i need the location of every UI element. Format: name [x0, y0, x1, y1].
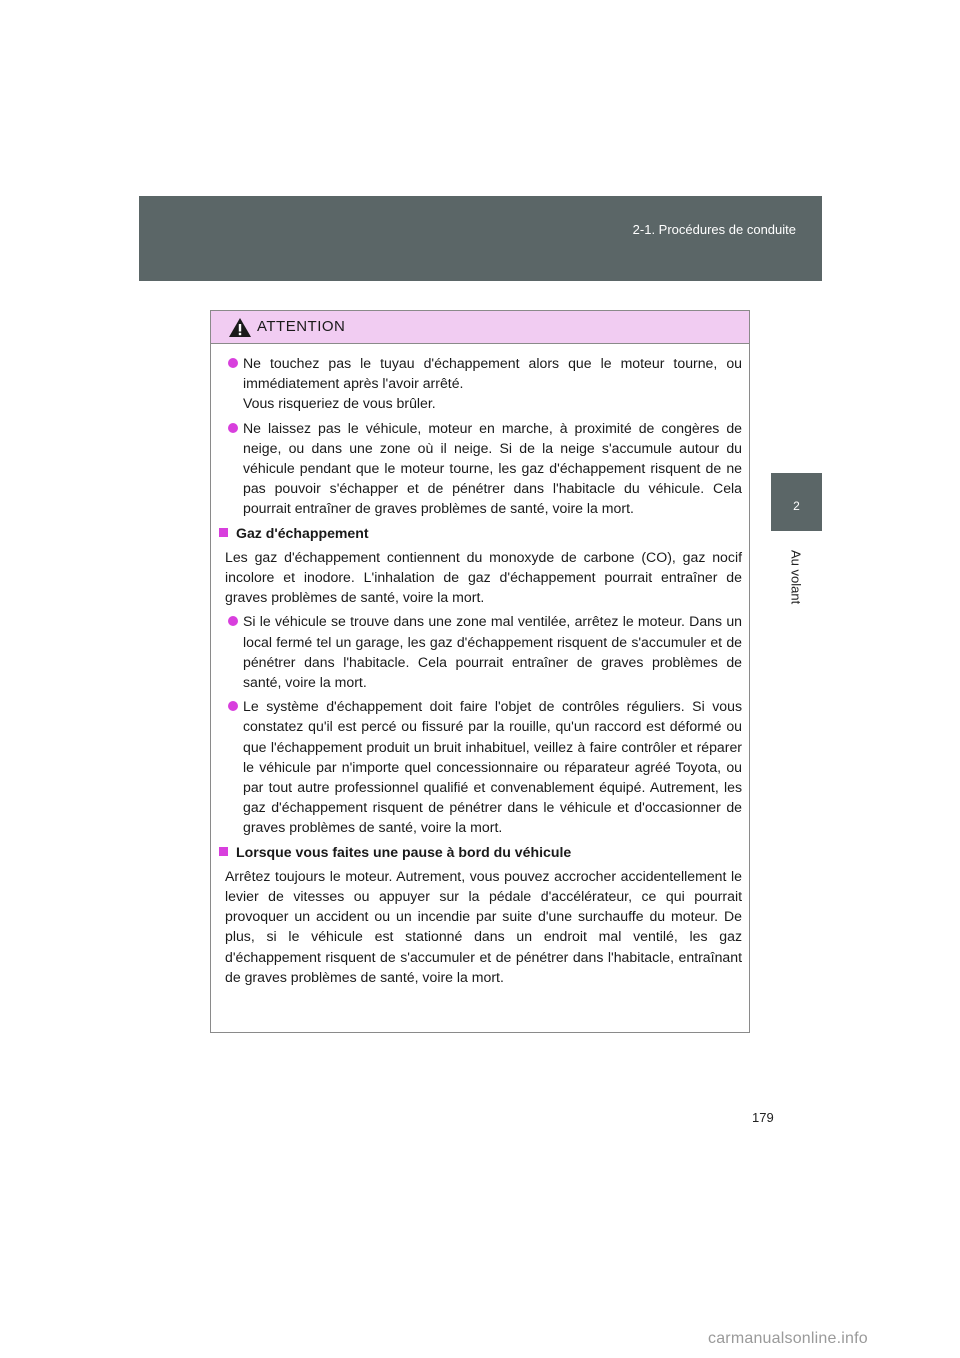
warning-triangle-icon: [228, 317, 252, 338]
caution-bullet: [218, 353, 742, 414]
section-heading-text: Gaz d'échappement: [236, 524, 369, 541]
section-paragraph: Arrêtez toujours le moteur. Autrement, vous pouvez accrocher accidentellement le levier de vitesses ou appuyer sur la pédale d'accélérateur, ce qui pourrait provoquer un accident ou un incendie par suite d'une surchauffe du moteur. De plus, si le véhicule est stationné dans un endroit mal ventilé, les gaz d'échappement risquent de s'accumuler et de pénétrer dans l'habitacle, entraînant de graves problèmes de santé, voire la mort.: [225, 867, 742, 985]
square-bullet-icon: [219, 847, 228, 856]
bullet-text: Si le véhicule se trouve dans une zone mal ventilée, arrêtez le moteur. Dans un local fermé tel un garage, les gaz d'échappement risquent de s'accumuler et de pénétrer dans l'habitacle. Cela pourrait entraîner de graves problèmes de santé, voire la mort.: [243, 613, 742, 691]
section-heading: [218, 842, 742, 862]
bullet-icon: [228, 701, 238, 711]
watermark[interactable]: carmanualsonline.info: [708, 1330, 868, 1347]
chapter-number: 2: [793, 499, 800, 513]
caution-box: [210, 310, 750, 1033]
bullet-text: Ne touchez pas le tuyau d'échappement alors que le moteur tourne, ou immédiatement après l'avoir arrêté.: [243, 355, 742, 392]
chapter-tab: [771, 473, 822, 531]
bullet-text: Vous risqueriez de vous brûler.: [243, 395, 436, 412]
bullet-text: Le système d'échappement doit faire l'objet de contrôles réguliers. Si vous constatez qu'il est percé ou fissuré par la rouille, qu'un raccord est déformé ou que l'échappement produit un bruit inhabituel, veillez à faire contrôler et réparer le véhicule par n'importe quel concessionnaire ou réparateur agréé Toyota, ou par tout autre professionnel qualifié et convenablement équipé. Autrement, les gaz d'échappement risquent de pénétrer dans le véhicule et d'occasionner de graves problèmes de santé, voire la mort.: [243, 698, 742, 836]
section-title: 2-1. Procédures de conduite: [632, 222, 796, 237]
caution-title: ATTENTION: [257, 318, 346, 335]
caution-bullet: [218, 418, 742, 519]
bullet-icon: [228, 358, 238, 368]
header-band: [139, 196, 822, 281]
caution-body: [211, 344, 749, 987]
caution-bullet: [218, 611, 742, 692]
square-bullet-icon: [219, 528, 228, 537]
caution-header: [211, 311, 749, 344]
section-heading-text: Lorsque vous faites une pause à bord du véhicule: [236, 843, 572, 860]
bullet-icon: [228, 423, 238, 433]
section-heading: [218, 523, 742, 543]
page-number: 179: [752, 1110, 774, 1125]
caution-bullet: [218, 696, 742, 837]
chapter-label: Au volant: [788, 550, 804, 605]
bullet-icon: [228, 616, 238, 626]
bullet-text: Ne laissez pas le véhicule, moteur en marche, à proximité de congères de neige, ou dans une zone où il neige. Si de la neige s'accumule autour du véhicule pendant que le moteur tourne, les gaz d'échappement risquent de ne pas pouvoir s'échapper et de pénétrer dans l'habitacle du véhicule. Cela pourrait entraîner de graves problèmes de santé, voire la mort.: [243, 419, 742, 517]
section-paragraph: Les gaz d'échappement contiennent du monoxyde de carbone (CO), gaz nocif incolore et inodore. L'inhalation de gaz d'échappement pourrait entraîner de graves problèmes de santé, voire la mort.: [225, 548, 742, 606]
